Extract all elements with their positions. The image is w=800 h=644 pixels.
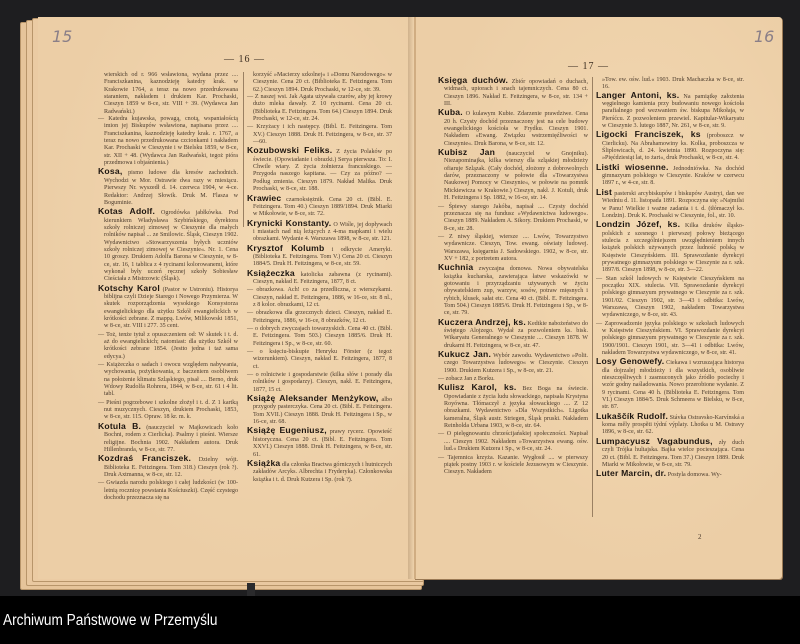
bibliography-subentry xyxy=(247,124,392,146)
pencil-folio-mark-left: 15 xyxy=(52,27,73,46)
entry-heading: Książka xyxy=(247,457,281,468)
bibliography-entry xyxy=(98,208,238,283)
bibliography-entry xyxy=(98,282,238,331)
bibliography-entry xyxy=(596,186,744,220)
bibliography-subentry xyxy=(438,455,588,477)
bibliography-subentry xyxy=(438,234,588,263)
bibliography-entry xyxy=(596,470,744,479)
entry-text: czarnoksiężnik. Cena 20 ct. (Bibl. E. Feitzingera. Tom 40.) Cieszyn 1889/1894. Druk Miarki w Mikołowie, w 8-ce, str. 72. xyxy=(253,196,392,218)
entry-text: albo przygody pasterczyka. Cena 20 ct. (Bibl. E. Feitzingera. Tom XVII.) Cieszyn 1888. Druk H. Feitzingera i Sp., w 16-ce, str. 68. xyxy=(253,397,393,426)
entry-text: Dzielny wójt. Biblioteka E. Feitzingera. Tom 318.) Cieszyn (rok ?). Druk Axtmanna, w 8-ce, str. 12. xyxy=(104,457,239,478)
entry-heading: Kosa, xyxy=(98,166,123,177)
bibliography-subentry xyxy=(98,332,238,361)
entry-heading: Londzin Józef, ks. xyxy=(596,219,681,230)
entry-text: Kilka druków śląsko-polskich z szesnego i pierwszej połowy bieżącego stulecia z szczególniejszem uwzględnieniem innych książek polskich używanych przez ludność polską w Księstwie Cieszyńskiem. III. Sprawozdanie dyrekcyi prywatnego gimnazyum polskiego w Cieszynie za r. szk. 1897/8. Cieszyn 1898, w 8-ce, str. 3—22. xyxy=(602,223,744,274)
entry-heading: Kotula B. xyxy=(98,420,142,431)
entry-text: wierskich od r. 966 wsławiona, wydana przez .... Franciszkanina, kaznodzieję katedry krak. w Krakowie 1764, a teraz na nowo przedrukowana staraniem, nakładem i drukiem Kar. Prochaski, Cieszyn 1859 w 8-ce, str. VIII + 39. (Wydawca Jan Radwański.) xyxy=(104,72,238,115)
entry-text: — Śpiewy starego Jakóba, napisał .... Czysty dochód przeznacza się na fundusz »Wydawnictwa ludowego«. Cieszyn 1889. Nakładem A. Sikory. Drukiem Prochaski, w 8-ce, str. 28. xyxy=(438,203,588,232)
bibliography-subentry xyxy=(247,310,392,325)
entry-text: pismo ludowe dla kresów zachodnich. Wychodzi w Mor. Ostrawie dwa razy w miesiącu. Pierwszy Nr. wyszedł d. 14. czerwca 1904, w 4-ce. Redaktor: Andrzej Słowik. Druk M. Flasza w Boguminie. xyxy=(104,170,238,206)
bibliography-entry xyxy=(438,351,588,375)
bibliography-entry xyxy=(247,457,392,484)
entry-text: — Książeczka o sadach i owocu względem nabywania, wychowania, pożytkowania, z baczeniem osobliwem na położenie klimatu Szląskiego, pisał .... Berno, druk Wdowy Rudolfa Rohrera, 1844, w 8-ce, str. 61 i 4 lit. tabl. xyxy=(98,362,238,398)
bibliography-subentry xyxy=(98,116,238,167)
entry-text: — Zaprowadzenie języka polskiego w szkołach ludowych w Księstwie Cieszyńskiem. VI. Sprawozdanie dyrekcyi polskiego gimnazyum prywatnego w Cieszynie za r. szk. 1900/1901. Cieszyn 1901, str. 3—41 i odbitka: Lwów, nakładem Towarzystwa wydawniczego, w 8-ce, str. 41. xyxy=(596,320,744,357)
entry-text: Stávka Ostravsko-Karvínská a koma měly prospěti týdní výplaty. Lhotka u M. Ostravy 1896, w 8-ce, str. 62. xyxy=(602,414,744,436)
entry-text: (Pastor w Ustroniu). Historya biblijna czyli Dzieje Starego i Nowego Przymierza. W skutek rozporządzenia wysokiego Konsystorza ewangielickiego dla użytku Szkół ewangielickich w krótkości zebrane. Z mappą. Lwów, Milikowski 1851, w 8-ce, str. VIII i 277. 35 cent. xyxy=(104,286,238,330)
right-page xyxy=(414,17,782,579)
entry-heading: Kozubowski Feliks. xyxy=(247,145,333,156)
entry-text: — O pielęgnowaniu chrześcijańskiej społeczności. Napisał .... Cieszyn 1902. Nakładem »Towarzystwa ewang. ośw. lud.« Drukiem Kutzera i Sp., w 8-ce, str. 24. xyxy=(438,431,588,453)
entry-heading: Kuchnia xyxy=(438,262,474,273)
bibliography-continuation xyxy=(247,72,392,94)
page-number-right: — 17 — xyxy=(568,61,609,72)
bibliography-entry xyxy=(247,242,392,269)
bibliography-subentry xyxy=(247,94,392,123)
left-page xyxy=(38,17,415,579)
entry-text: »Tow. ew. ośw. lud.« 1903. Druk Machaczka w 8-ce, str. 16. xyxy=(602,77,744,91)
entry-text: Zbiór opowiadań o duchach, widmach, upiorach i snach tajemniczych. Cena 80 ct. Cieszyn 1896. Nakład E. Feitzingera, w 8-ce, str. 134 + III. xyxy=(444,79,588,108)
entry-text: — Toż, tenże tytuł z opuszczeniem od: W skutek i t. d. aż do ewangielickich; natomiast: dla użytku Szkół w krótkości zebrane 1854. (Jestto jedna i taż sama edycya.) xyxy=(98,331,238,360)
bibliography-entry xyxy=(438,149,588,202)
bibliography-entry xyxy=(438,264,588,317)
entry-heading: Kukucz Jan. xyxy=(438,349,492,360)
book-spine xyxy=(247,583,255,596)
bibliography-entry xyxy=(596,435,744,469)
entry-heading: Krysztof Kolumb xyxy=(247,242,325,253)
bibliography-entry xyxy=(438,384,588,430)
entry-text: (nauczyciel w Gnojniku). Niezapominajka, kilka wierszy dla szląskiej młodzieży ofiaruje Szlązak. (Cały dochód, złożony z dobrowolnych darów, przeznaczony w połowie dla »Towarzystwa Naukowej Pomocy w Cieszynie«, w połowie na pomnik Mickiewicza w Krakowie.) Cieszyn, nakł. J. Kotuli, druk H. Feitzingera i Sp. 1882, w 16-ce, str. 14. xyxy=(444,151,588,202)
bibliography-entry xyxy=(596,410,744,437)
entry-text: (nauczyciel w Majkowicach koło Bochni, rodem z Cierlicka). Psalmy i pieśni. Wiersze religijne. Bochnia 1902. Nakładem autora. Druk Hillenbranda, w 8-ce, str. 77. xyxy=(104,424,239,453)
bibliography-entry xyxy=(98,168,238,207)
entry-heading: Kulisz Karol, ks. xyxy=(438,382,517,393)
bibliography-subentry xyxy=(98,362,238,399)
entry-heading: Książeczka xyxy=(247,267,295,278)
bibliography-subentry xyxy=(247,349,392,371)
entry-heading: Lukaščík Rudolf. xyxy=(596,410,669,421)
bibliography-entry xyxy=(247,267,392,287)
bibliography-entry xyxy=(247,427,392,458)
column-rule xyxy=(592,77,593,517)
bibliography-subentry xyxy=(98,480,238,502)
left-page-column-2 xyxy=(247,72,392,485)
archive-name: Archiwum Państwowe w Przemyślu xyxy=(3,612,218,629)
bibliography-entry xyxy=(98,455,238,479)
signature-mark: 2 xyxy=(698,533,702,541)
pencil-folio-mark-right: 16 xyxy=(754,27,775,46)
entry-heading: Listki wiosenne. xyxy=(596,161,669,172)
entry-text: — Gwiazda narodu polskiego i całej ludzkości (w 100-letnią rocznicę powstania Kościuszki). Część czystego dochodu przeznacza się na xyxy=(98,480,238,501)
bibliography-entry xyxy=(98,420,239,454)
entry-text: prawy rycerz. Opowieść historyczna. Cena 20 ct. (Bibl. E. Feitzingera. Tom XXVI.) Cieszyn 1888. Druk H. Feitzingera, w 8-ce, str. 61. xyxy=(253,429,392,458)
bibliography-subentry xyxy=(247,326,392,348)
entry-heading: Kubisz Jan xyxy=(438,147,496,158)
entry-heading: Kozdraś Franciszek. xyxy=(98,453,192,464)
entry-heading: Krawiec xyxy=(247,192,282,203)
bibliography-subentry xyxy=(438,431,588,453)
entry-text: — Katedra kujawska, powagą, cnotą, wspaniałością imion jej Biskupów wsławiona, napisana przez .... Franciszkanina, kaznodzieję katedry krak. r. 1767, a teraz na nowo przedrukowana czcionkami i nakładem Kar. Prochaski w Cieszynie i w Bielsku 1859, w 8-ce, str. XII + 48. (Wydawca Jan Radwański, tegoż pióra przedmowa i objaśnienia.) xyxy=(98,116,238,167)
entry-text: korzyść »Macierzy szkolnej« i »Domu Narodowego« w Cieszynie. Cena 20 ct. (Biblioteka E. Feitzingera. Tom 62.) Cieszyn 1894. Druk Prochaski, w 12-ce, str. 39. xyxy=(253,72,392,93)
bibliography-entry xyxy=(596,358,744,411)
bibliography-subentry xyxy=(596,321,744,358)
entry-text: — obrazkowa. Ach! co za przedliczna, z wierszykami. Cieszyn, nakład E. Feitzingera, 1886, w 16-ce, str. 8 nl., z 8 kolor. obrazkami, 12 ct. xyxy=(247,287,392,308)
entry-text: katolicka zabawna (z rycinami). Cieszyn, nakład E. Feitzingera, 1877, 8 ct. xyxy=(253,271,392,285)
bibliography-entry xyxy=(247,395,392,426)
bibliography-subentry xyxy=(438,204,588,233)
page-number-left: — 16 — xyxy=(224,54,265,65)
entry-heading: Lumpacyusz Vagabundus, xyxy=(596,435,713,446)
bibliography-entry xyxy=(596,89,744,131)
entry-text: — o dobrych zwyczajach towarzyskich. Cena 40 ct. (Bibl. E. Feitzingera. Tom 503.) Cieszyn 1885/6. Druk H. Feitzingera i Sp., w 8-ce, str. 60. xyxy=(247,326,392,347)
entry-text: — Z niwy śląskiej, wiersze .... Lwów, Towarzystwo wydawnicze. Cieszyn, Tow. ewang. oświaty ludowej. Warszawa, księgarnia J. Sadowskiego. 1902, w 8-ce, str. XV + 182, z portretem autora. xyxy=(438,233,588,262)
entry-text: — Stan szkół ludowych w Księstwie Cieszyńskiem na początku XIX. stulecia. VII. Sprawozdanie dyrekcyi polskiego gimnazyum prywatnego w Cieszynie za r. szk. 1901/02. Cieszyn 1902, str. 3—43 i odbitka: Lwów, Warszawa, Cieszyn 1902, nakładem Towarzystwa wydawniczego, w 8-ce, str. 43. xyxy=(596,275,744,319)
entry-text: Postyla domowa. Wy- xyxy=(666,472,722,479)
entry-text: Jednodniówka. Na dochód gimnazyum polskiego w Cieszynie. Kraków w czerwcu 1897 r., w 4-ce, str. 8. xyxy=(602,165,744,187)
column-rule xyxy=(243,72,244,227)
entry-text: O Wiśle, jej dopływach i miastach nad nią leżących z 4-ma mapkami i wielu obrazkami. Wydanie 4. Warszawa 1898, w 8-ce, str. 121. xyxy=(253,221,392,243)
entry-text: i odkrycie Ameryki. (Biblioteka E. Feitzingera. Tom V.) Cena 20 ct. Cieszyn 1884/5. Druk H. Feitzingera, w 8-ce, str. 59. xyxy=(253,246,392,268)
entry-text: — zobacz Jan z Borku. xyxy=(438,376,495,383)
entry-text: — Krzyżacy i ich następcy. (Bibl. E. Feitzingera. Tom XV.) Cieszyn 1888. Druk H. Feitzingera, w 8-ce, str. 37—60. xyxy=(247,124,392,146)
entry-heading: Langer Antoni, ks. xyxy=(596,89,680,100)
right-page-column-2 xyxy=(596,77,744,481)
entry-heading: Kuczera Andrzej, ks. xyxy=(438,316,526,327)
bibliography-entry xyxy=(596,131,744,162)
bibliography-entry xyxy=(247,192,392,219)
bibliography-entry xyxy=(438,316,588,350)
bibliography-entry xyxy=(438,109,588,148)
entry-text: dla członka Bractwa górniczych i hutniczych zakładów Arcyks. Albrechta i Fryderyka). Członkowska książka i t. d. Druk Kutzera i Sp. (rok ?). xyxy=(253,461,392,483)
entry-text: Kedtkie nabożeństwo do świętego Alojzego. Wydał za pozwoleniem ks. bisk. Wikaryatu Generalnego w Cieszynie .... Cieszyn 1878. W drukarni H. Feitzingera, w 8-ce, str. 47. xyxy=(444,320,588,349)
entry-text: Bez Boga na świecie. Opowiadanie z życia ludu słowackiego, napisała Krystyna Royówna. Tłómaczył z języka słowackiego .... Z 12 obrazkami. Wydawnictwo »Dla Wszystkich«. Ligotka kameralna, Śląsk austr. Striegen, Śląsk pruski. Nakładem Reinholda Urbana 1903, w 8-ce, str. 64. xyxy=(444,386,588,430)
bibliography-subentry xyxy=(247,372,392,394)
entry-text: — Tajemnica krzyża. Kazanie. Wygłosił .... w pierwszy piątek postny 1903 r. w kościele Jezusowym w Cieszynie. Cieszyn. Nakładem xyxy=(438,454,588,476)
entry-text: zwyczajna domowa. Nowa obywatelska książka kucharska, zawierająca łatwe wskazówki w gotowaniu i przyrządzaniu używanych w życiu obywatelskiem zup, warzyw, sosów, potraw mięsnych i rybich, klusek, sałat etc. Cena 40 ct. (Bibl. E. Feitzingera. Tom 504.) Cieszyn 1885/6. Druk H. Feitzingera i Sp., w 8-ce, str. 79. xyxy=(444,266,588,317)
bibliography-entry xyxy=(596,221,744,274)
entry-text: — obrazkowa dla grzecznych dzieci. Cieszyn, nakład E. Feitzingera, 1886, w 16-ce, 8 obrazków, 12 ct. xyxy=(247,310,392,324)
bibliography-continuation xyxy=(98,72,238,116)
entry-heading: Książę Eugeniusz, xyxy=(247,425,327,436)
bibliography-entry xyxy=(247,217,392,244)
entry-heading: Ligocki Franciszek, ks xyxy=(596,129,701,140)
right-page-column-1 xyxy=(438,77,588,478)
entry-text: Wybór zawodu. Wydawnictwo »Polit. czego Towarzystwa ludowego« w Cieszynie. Cieszyn 1900. Drukiem Kutzera i Sp., w 8-ce, str. 21. xyxy=(444,353,588,374)
bibliography-subentry xyxy=(98,400,238,422)
entry-heading: List xyxy=(596,186,613,197)
bibliography-entry xyxy=(438,77,588,108)
entry-heading: Kotschy Karol xyxy=(98,282,160,293)
entry-heading: Księga duchów. xyxy=(438,75,509,85)
entry-text: — o rolnictwie i gospodarstwie (kilka słów i porady dla rolników i gospodarzy). Cieszyn, nakł. E. Feitzingera, 1877, 15 ct. xyxy=(247,372,392,393)
entry-text: zły duch czyli Trójka hultajska. Bajka wielce pocieszająca. Cena 20 ct. (Bibl. E. Feitzingera. Tom 37.) Cieszyn 1889. Druk Miarki w Mikołowie, w 8-ce, str. 79. xyxy=(602,439,744,468)
entry-text: — Z naszej wsi. Jak Agata używała czarów, aby jej krowy dużo mleka dawały. Z 10 rycinami. Cena 20 ct. (Biblioteka E. Feitzingera. Tom 64.) Cieszyn 1894. Druk Prochaski, w 12-ce, str. 24. xyxy=(247,94,392,123)
left-page-column-1 xyxy=(98,72,238,503)
entry-heading: Kotas Adolf. xyxy=(98,206,156,217)
entry-text: Ciekawa i wzruszająca historya dla dojrzalej młodzieży i dla wszystkich, osobliwie nieszczęśliwych i zasmuconych jako źródło pociechy i wzór godny naśladowania. Nowo przerobione wydanie. Z 9 rycinami. Cena 40 h. (Biblioteka E. Feitzingera. Tom VI.) Cieszyn 1884/5. Druk Schmeera w Bielsku, w 8-ce, str. 87. xyxy=(602,360,745,411)
entry-heading: Książę Aleksander Menżykow, xyxy=(247,393,379,404)
entry-text: Z życia Polaków po świecie. (Opowiadanie i obrazki.) Serya pierwsza. To: I. Chwile wiary. Z życia żołnierza francuskiego. — Przygoda naszego kapitana. — Czy za późno? — Podług zmienia. Cieszyn 1879. Nakład Malika. Druk Prochaski, w 8-ce, str. 188. xyxy=(253,149,392,193)
entry-heading: Krynicki Konstanty. xyxy=(247,217,332,228)
archive-caption-bar xyxy=(0,596,800,644)
entry-heading: Kuba. xyxy=(438,107,463,118)
entry-text: Ogrodówka jabłkówka. Pod kierunkiem Władysława Szybińskiego, dyrektora szkoły rolniczej zimowej w Cieszynie dla małych rolników napisał ... ze Smilowic. Śląsk, Cieszyn 1902. Wydawnictwo »Stowarzyszenia byłych uczniów szkoły rolniczej zimowej w Cieszynie«. Nr. 1. Cena 10 groszy. Drukiem Adolfa Barona w Cieszynie, w 8-ce, str. 16, 1 tablica z 4 rycinami kolorowanemi, które wykonał były uczeń ręcznej szkoły Sobiesław Cieściała z Mistrzowic (Śląsk). xyxy=(104,210,239,283)
entry-text: — o księciu-biskupie Henryku Förster (z tegoż wizerunkiem). Cieszyn, nakład E. Feitzingera, 1877, 8 ct. xyxy=(247,349,392,370)
entry-text: O kulawym Kubie. Zdarzenie prawdziwe. Cena 20 h. Czysty dochód przeznaczony jest na cele budowy ewangelickiego kościoła w Frydku. Cieszyn 1901. Nakładem »Ewang. Związku wstrzemięźliwości w Cieszynie«. Druk Barona, w 8-ce, str. 12. xyxy=(444,111,588,147)
entry-text: (proboszcz w Cierlicku). Na Abrahamowiny ks. Kolka, proboszcza w Śliplowicach, d. 24. kwietnia 1890. Rozpoczyna się: »Pięćdziesiąt lat, to żart«, druk Prochaski, w 8-ce, str. 4. xyxy=(602,133,744,162)
bibliography-entry xyxy=(596,161,744,188)
entry-text: pasterski arcybiskupów i biskupów Austryi, dan we Wiedniu d. 11. listopada 1891. Rozpoczyna się: »Najmilsi w Panu! Wielkie i ważne zadania i t. d. (tłómaczył ks. Londzin). Druk K. Prochaski w Cieszynie, fol., str. 10. xyxy=(602,190,744,219)
entry-text: Na pamiątkę założenia węgielnego kamienia przy budowaniu nowego kościoła parafialnego pod wezwaniem św. biskupa Mikołaja, w Pierśćcu. Z pozwoleniem przewiel. Kapitular-Wikaryatu w Cieszynie 3. lutego 1887, Nr. 261, w 8-ce, str. 9. xyxy=(602,93,744,130)
bibliography-subentry xyxy=(596,276,744,320)
entry-text: — Pieśni pogrzebowe i szkolne złożył i t. d. Z 1 kartką nut muzycznych. Cieszyn, drukiem Prochaski, 1853, w 8-ce, str. 115. Opraw. 18 kr. m. k. xyxy=(98,399,238,421)
bibliography-subentry xyxy=(247,287,392,309)
entry-heading: Luter Marcin, dr. xyxy=(596,468,667,479)
entry-heading: Losy Genowefy. xyxy=(596,356,665,367)
bibliography-entry xyxy=(247,147,392,193)
